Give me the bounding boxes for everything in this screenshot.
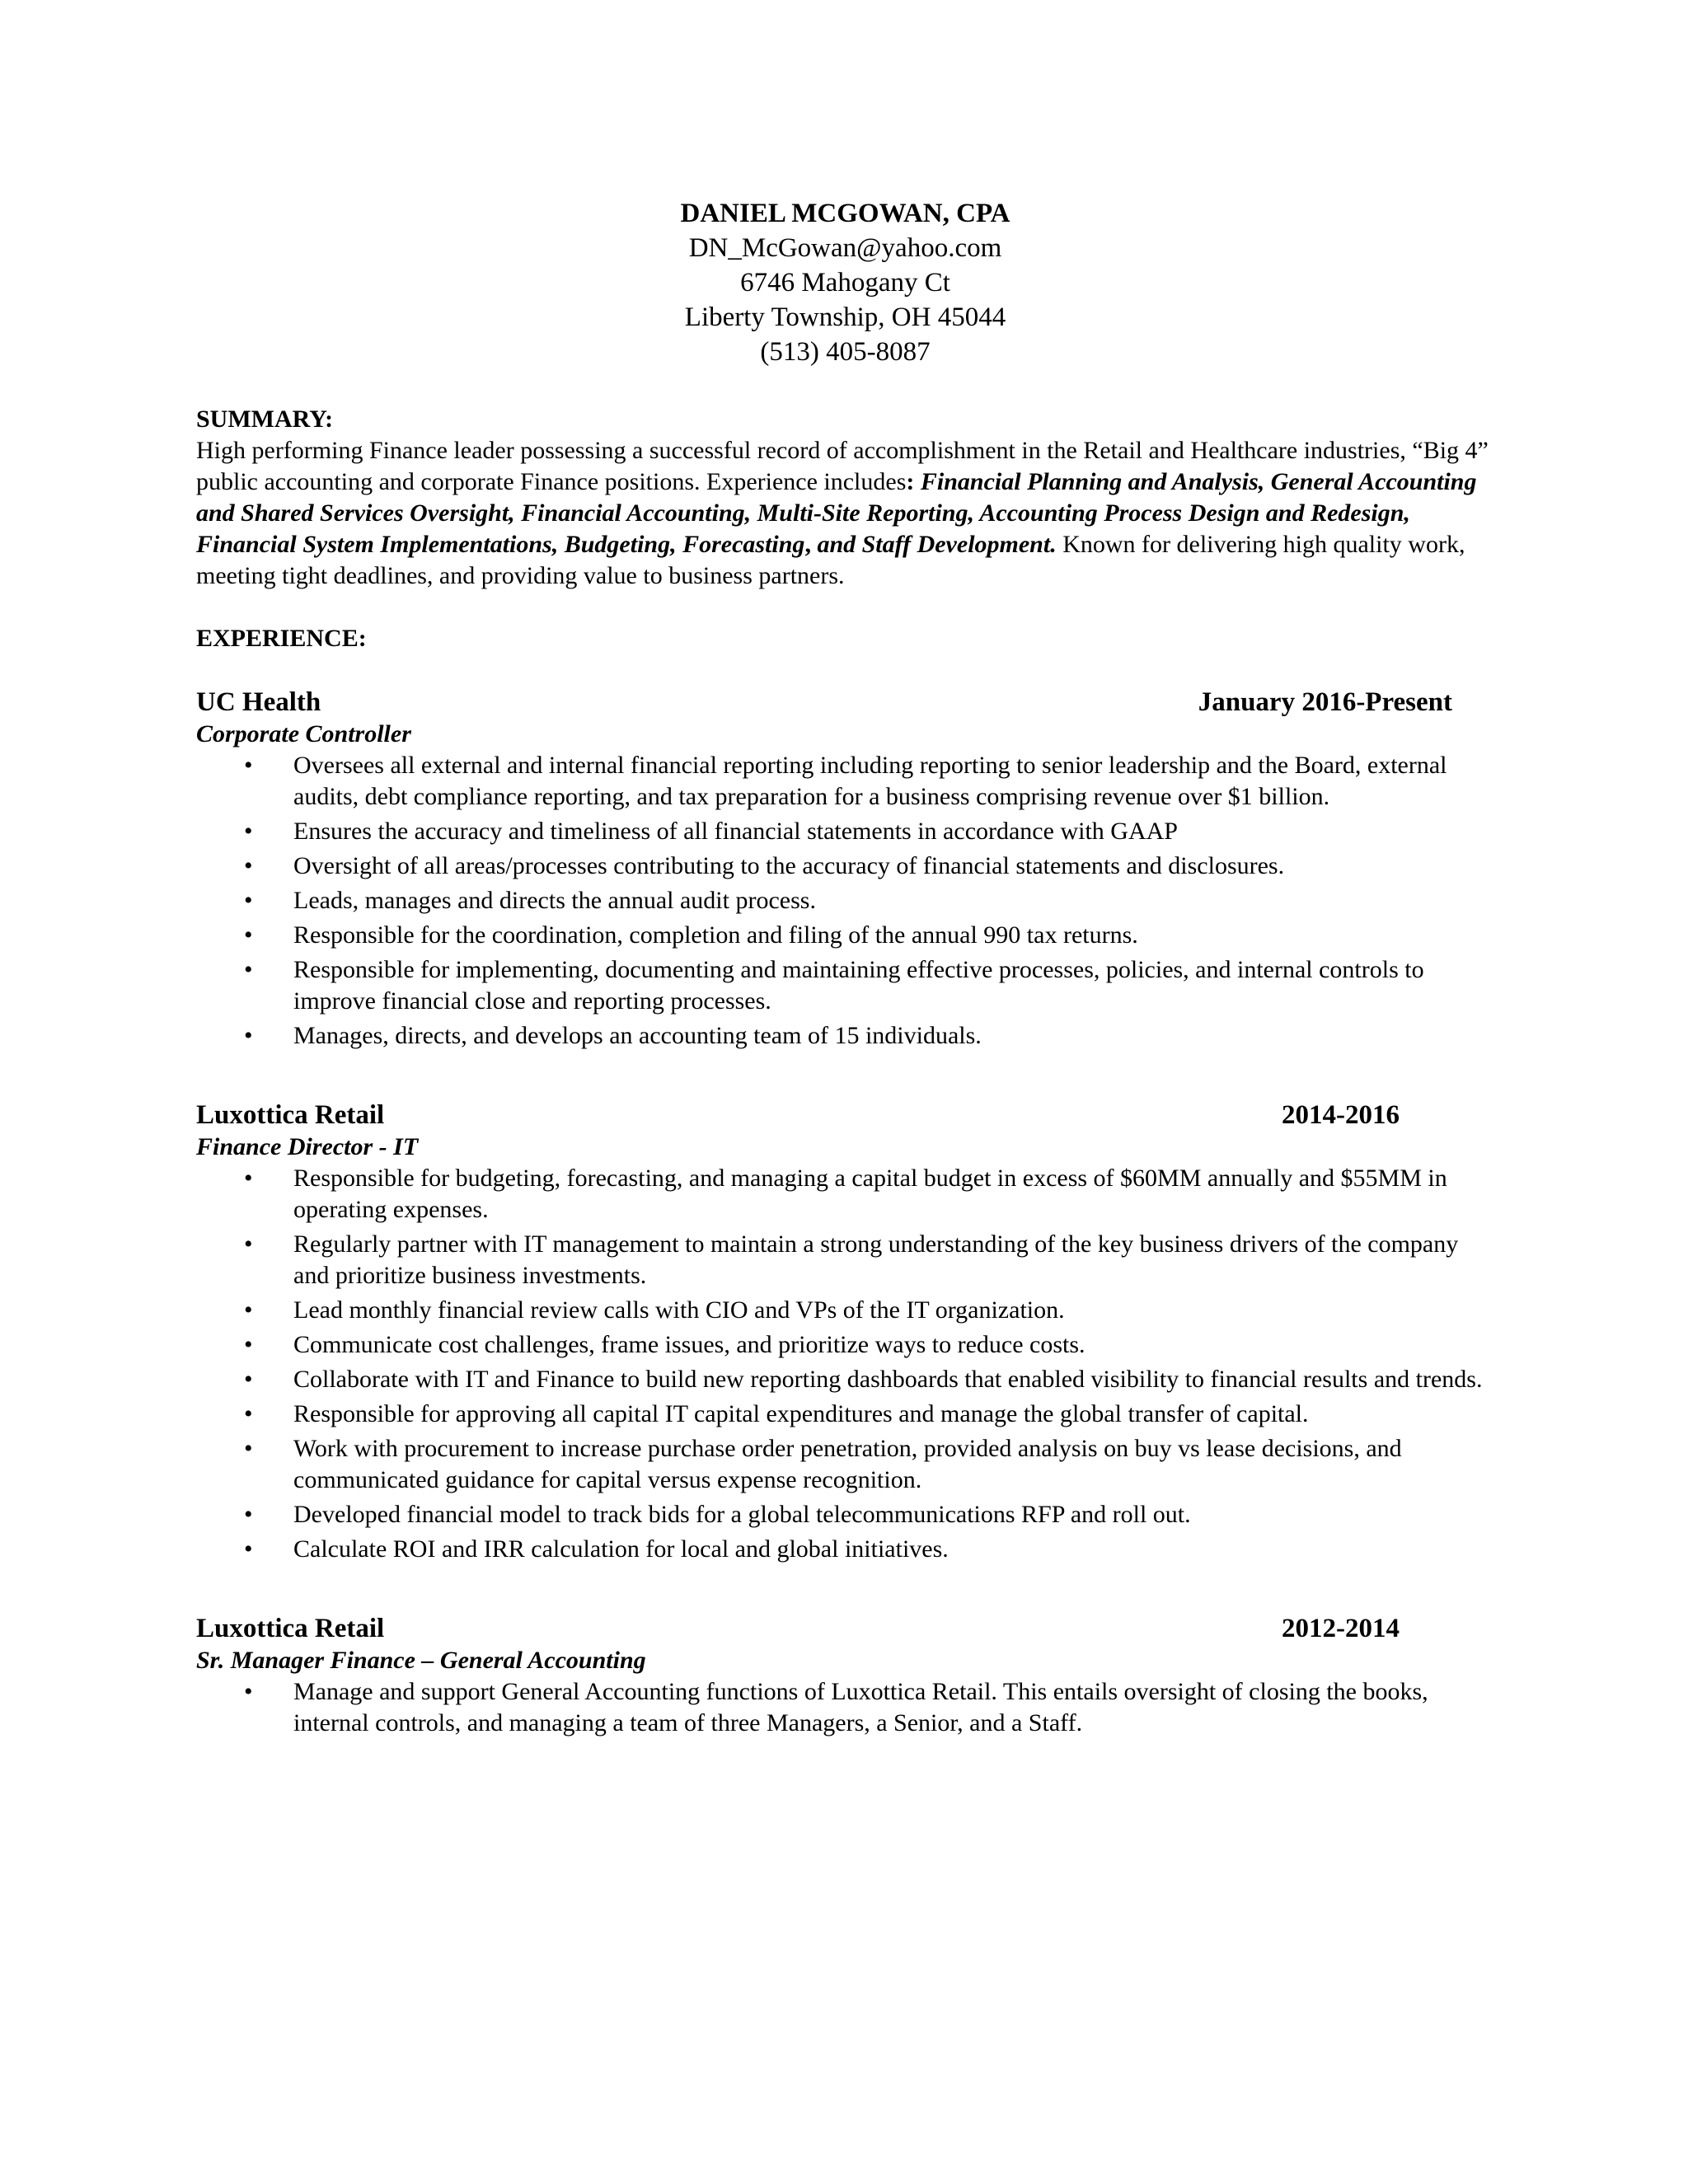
job-bullet xyxy=(196,1499,1494,1530)
bullet-dot-icon: • xyxy=(244,752,253,779)
job-bullet-list xyxy=(196,1676,1494,1739)
job-bullet xyxy=(196,1229,1494,1291)
job-bullet-text: Oversight of all areas/processes contributing to the accuracy of financial statements and disclosures. xyxy=(293,852,1285,879)
contact-street: 6746 Mahogany Ct xyxy=(740,268,950,298)
job-dates: 2012-2014 xyxy=(1282,1614,1400,1643)
summary-skills: Financial Planning and Analysis, General Accounting and Shared Services Oversight, Financial Accounting, Multi-Site Reporting, Accounting Process Design and Redesign, Financial System Implementations, Budgeting, Forecasting xyxy=(196,468,1477,558)
summary-paragraph xyxy=(196,435,1494,592)
job-bullet-text: Calculate ROI and IRR calculation for local and global initiatives. xyxy=(293,1535,949,1563)
bullet-dot-icon: • xyxy=(244,921,253,949)
bullet-dot-icon: • xyxy=(244,1366,253,1393)
job-dates: 2014-2016 xyxy=(1282,1100,1400,1130)
bullet-dot-icon: • xyxy=(244,1678,253,1705)
job-bullet xyxy=(196,1534,1494,1565)
job-bullet-list xyxy=(196,1163,1494,1565)
job-bullet-text: Developed financial model to track bids for a global telecommunications RFP and roll out. xyxy=(293,1501,1191,1528)
job-header xyxy=(196,1612,1494,1645)
bullet-dot-icon: • xyxy=(244,1296,253,1324)
contact-phone: (513) 405-8087 xyxy=(760,337,931,367)
job-bullet xyxy=(196,1399,1494,1430)
job-bullet-text: Manages, directs, and develops an accounting team of 15 individuals. xyxy=(293,1022,982,1049)
job-title: Sr. Manager Finance – General Accounting xyxy=(196,1647,646,1674)
job-bullet-text: Oversees all external and internal financial reporting including reporting to senior leadership and the Board, external audits, debt compliance reporting, and tax preparation for a business comprising revenue over $1 billion. xyxy=(293,752,1447,810)
job-title: Finance Director - IT xyxy=(196,1133,419,1160)
job-bullet xyxy=(196,1676,1494,1739)
contact-email: DN_McGowan@yahoo.com xyxy=(688,233,1002,263)
job-bullet xyxy=(196,1433,1494,1496)
bullet-dot-icon: • xyxy=(244,1022,253,1049)
bullet-dot-icon: • xyxy=(244,956,253,983)
job-company: Luxottica Retail xyxy=(196,1100,385,1130)
bullet-dot-icon: • xyxy=(244,852,253,879)
experience-list xyxy=(196,686,1494,1739)
job-bullet xyxy=(196,1295,1494,1326)
job-bullet xyxy=(196,1329,1494,1361)
job-header xyxy=(196,686,1494,719)
job-bullet xyxy=(196,1020,1494,1052)
summary-text-closing: Known for delivering high quality work, meeting tight deadlines, and providing value to business partners. xyxy=(196,531,1465,589)
job-bullet-text: Collaborate with IT and Finance to build new reporting dashboards that enabled visibility to financial results and trends. xyxy=(293,1366,1483,1393)
job-bullet xyxy=(196,851,1494,882)
resume-content xyxy=(196,196,1494,1742)
bullet-dot-icon: • xyxy=(244,1331,253,1358)
job-bullet-text: Ensures the accuracy and timeliness of all financial statements in accordance with GAAP xyxy=(293,818,1178,845)
job-bullet-text: Work with procurement to increase purchase order penetration, provided analysis on buy vs lease decisions, and communicated guidance for capital versus expense recognition. xyxy=(293,1435,1402,1493)
job-title: Corporate Controller xyxy=(196,720,411,748)
summary-heading: SUMMARY: xyxy=(196,405,334,433)
job-bullet-list xyxy=(196,750,1494,1052)
job-company: UC Health xyxy=(196,687,321,717)
job-bullet xyxy=(196,954,1494,1017)
job-bullet-text: Responsible for approving all capital IT capital expenditures and manage the global transfer of capital. xyxy=(293,1400,1309,1427)
bullet-dot-icon: • xyxy=(244,1535,253,1563)
job-bullet-text: Regularly partner with IT management to maintain a strong understanding of the key business drivers of the company and prioritize business investments. xyxy=(293,1230,1459,1289)
job-entry xyxy=(196,1612,1494,1739)
job-bullet xyxy=(196,1163,1494,1226)
job-company: Luxottica Retail xyxy=(196,1614,385,1643)
bullet-dot-icon: • xyxy=(244,1435,253,1462)
summary-skills-last: and Staff Development. xyxy=(817,531,1057,558)
contact-city: Liberty Township, OH 45044 xyxy=(684,302,1006,332)
experience-heading: EXPERIENCE: xyxy=(196,625,367,652)
job-bullet xyxy=(196,1364,1494,1395)
summary-colon: : xyxy=(906,468,915,495)
job-dates: January 2016-Present xyxy=(1198,687,1452,717)
job-bullet-text: Responsible for budgeting, forecasting, and managing a capital budget in excess of $60MM annually and $55MM in operating expenses. xyxy=(293,1165,1447,1223)
bullet-dot-icon: • xyxy=(244,1400,253,1427)
job-bullet-text: Responsible for implementing, documenting and maintaining effective processes, policies, and internal controls to improve financial close and reporting processes. xyxy=(293,956,1424,1015)
job-bullet-text: Lead monthly financial review calls with CIO and VPs of the IT organization. xyxy=(293,1296,1065,1324)
bullet-dot-icon: • xyxy=(244,1165,253,1192)
job-bullet xyxy=(196,920,1494,951)
job-bullet xyxy=(196,885,1494,916)
candidate-name: DANIEL MCGOWAN, CPA xyxy=(680,199,1010,228)
bullet-dot-icon: • xyxy=(244,1230,253,1258)
contact-header xyxy=(196,196,1494,369)
job-bullet-text: Communicate cost challenges, frame issues, and prioritize ways to reduce costs. xyxy=(293,1331,1085,1358)
job-header xyxy=(196,1099,1494,1132)
summary-text-intro: High performing Finance leader possessing a successful record of accomplishment in the Retail and Healthcare industries, “Big 4” public accounting and corporate Finance positions. Experience includes xyxy=(196,437,1489,495)
bullet-dot-icon: • xyxy=(244,887,253,914)
job-bullet-text: Manage and support General Accounting functions of Luxottica Retail. This entails oversight of closing the books, internal controls, and managing a team of three Managers, a Senior, and a Staff. xyxy=(293,1678,1428,1736)
job-bullet xyxy=(196,750,1494,813)
job-bullet-text: Responsible for the coordination, completion and filing of the annual 990 tax returns. xyxy=(293,921,1138,949)
bullet-dot-icon: • xyxy=(244,1501,253,1528)
job-entry xyxy=(196,686,1494,1052)
job-entry xyxy=(196,1099,1494,1565)
job-bullet xyxy=(196,816,1494,847)
bullet-dot-icon: • xyxy=(244,818,253,845)
summary-skills-comma: , xyxy=(804,531,818,558)
job-bullet-text: Leads, manages and directs the annual audit process. xyxy=(293,887,816,914)
